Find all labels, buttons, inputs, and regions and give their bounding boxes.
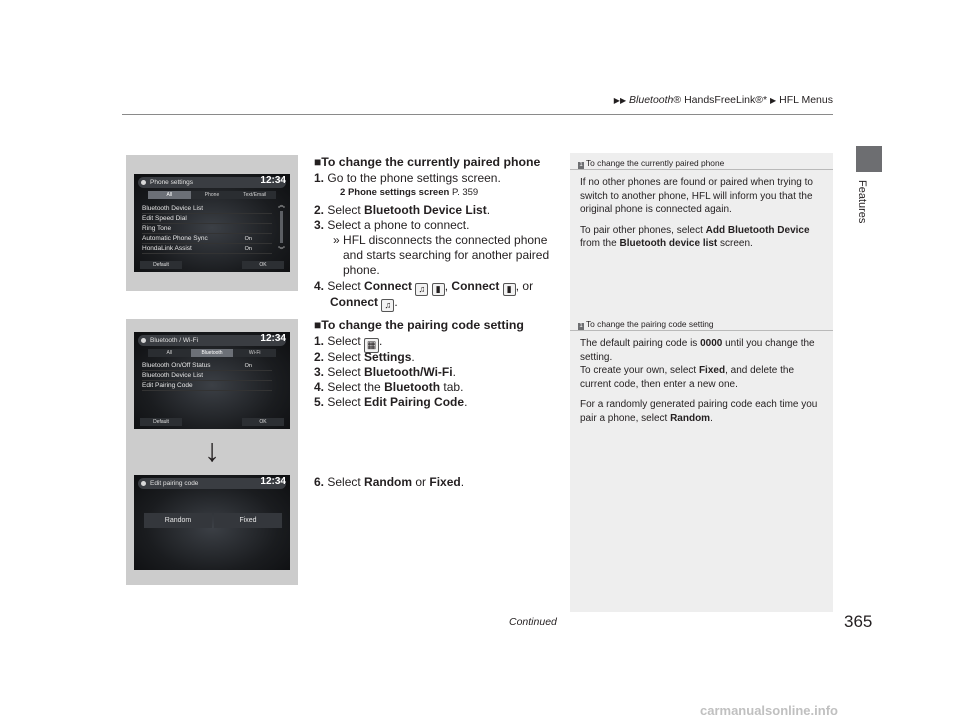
screen-clock: 12:34 — [260, 333, 286, 344]
step-text-bold: Bluetooth/Wi-Fi — [364, 365, 453, 379]
text-bold: 0000 — [700, 338, 723, 349]
text-bold: Bluetooth device list — [619, 238, 718, 250]
menu-icon — [141, 481, 146, 486]
step-number: 4. — [314, 380, 325, 394]
step-text: . — [464, 395, 468, 409]
tab-bluetooth[interactable]: Bluetooth — [191, 349, 234, 357]
list-item[interactable] — [142, 244, 272, 254]
step-text: Select — [327, 475, 365, 489]
step — [330, 295, 398, 312]
chapter-tab-marker — [856, 146, 882, 172]
step-text-bold: Edit Pairing Code — [364, 395, 465, 409]
scroll-up-icon[interactable]: ︽ — [278, 202, 285, 209]
note-icon: 1 — [579, 162, 583, 168]
random-button[interactable]: Random — [144, 513, 212, 528]
screen-clock: 12:34 — [260, 476, 286, 487]
default-button[interactable]: Default — [140, 261, 182, 269]
step-number: 2. — [314, 350, 325, 364]
scrollbar[interactable] — [278, 202, 285, 254]
step-text: HFL disconnects the connected phone — [343, 233, 548, 247]
step-text: Select a phone to connect. — [327, 218, 470, 232]
chapter-tab-label — [858, 180, 878, 260]
step-text-bold: Connect — [451, 279, 500, 293]
screen-buttons — [140, 261, 284, 269]
note-paragraph — [580, 398, 823, 425]
header-divider — [122, 114, 833, 115]
step-text: Select the — [327, 380, 385, 394]
display-screen — [134, 174, 290, 272]
reference-arrow-icon: 2 — [340, 187, 346, 198]
text: , and delete the current code, then enter a new one. — [580, 365, 795, 390]
display-screen-bt-wifi — [134, 332, 290, 429]
step — [314, 395, 467, 410]
step-number: 5. — [314, 395, 325, 409]
note-title — [570, 156, 833, 170]
text: screen. — [717, 238, 753, 250]
note-paragraph — [580, 364, 823, 391]
list-item-value: On — [244, 363, 252, 369]
note-paragraph — [580, 337, 823, 364]
screen-title: Edit pairing code — [150, 480, 199, 487]
step-number: 1. — [314, 334, 325, 348]
tab-text-email[interactable]: Text/Email — [233, 191, 276, 199]
step — [314, 203, 490, 218]
step — [314, 171, 501, 186]
header-name: HandsFreeLink® — [681, 94, 764, 106]
arrow-down-icon: ↓ — [204, 432, 220, 468]
header-arrow-icon: ▶ — [770, 96, 777, 105]
home-icon: ▦ — [364, 338, 379, 353]
text: To create your own, select — [580, 365, 699, 377]
step-text: . — [452, 365, 456, 379]
step-result — [333, 233, 547, 248]
list-item-label: Bluetooth Device List — [142, 205, 204, 212]
list-item[interactable] — [142, 361, 272, 371]
text-bold: Random — [670, 412, 711, 424]
step-number: 3. — [314, 218, 325, 232]
step-text: Select — [327, 279, 365, 293]
screen-tabs — [148, 191, 276, 199]
step-text: . — [411, 350, 415, 364]
step-text: Go to the phone settings screen. — [327, 171, 501, 185]
step-text: tab. — [440, 380, 464, 394]
list-item[interactable] — [142, 234, 272, 244]
note-title — [570, 317, 833, 331]
step-text-bold: Bluetooth — [384, 380, 441, 394]
note-paragraph — [580, 224, 823, 251]
menu-icon — [141, 338, 146, 343]
continued-label: Continued — [509, 616, 557, 628]
phone-icon: ▮ — [503, 283, 516, 296]
text-bold: Add Bluetooth Device — [705, 224, 810, 236]
step-text: , or — [515, 279, 534, 293]
text: The default pairing code is — [580, 338, 701, 349]
header-product: Bluetooth — [629, 94, 674, 106]
list-item-value: On — [244, 246, 252, 252]
chapter-label-text: Features — [856, 180, 868, 224]
note-title-text: To change the currently paired phone — [586, 158, 725, 168]
tab-all[interactable]: All — [148, 349, 191, 357]
step-text: Select — [327, 350, 365, 364]
list-item[interactable] — [142, 371, 272, 381]
step-result — [343, 263, 380, 278]
menu-icon — [141, 180, 146, 185]
ref-label: Phone settings screen — [347, 187, 450, 198]
screen-tabs — [148, 349, 276, 357]
tab-wifi[interactable]: Wi-Fi — [233, 349, 276, 357]
display-screen-edit-pairing — [134, 475, 290, 570]
section-heading — [314, 318, 524, 332]
step — [314, 380, 463, 395]
fixed-button[interactable]: Fixed — [214, 513, 282, 528]
note-pairing-code — [570, 317, 833, 433]
music-note-icon: ♫ — [381, 299, 394, 312]
list-item-label: Bluetooth On/Off Status — [142, 362, 211, 369]
text: To pair other phones, select — [580, 224, 706, 236]
step-text: and starts searching for another paired — [343, 248, 550, 262]
step — [314, 475, 464, 490]
list-item-label: Edit Pairing Code — [142, 382, 193, 389]
screen-clock: 12:34 — [260, 175, 286, 186]
text: from the — [580, 238, 620, 250]
step — [314, 350, 415, 365]
text: until you change the setting. — [580, 338, 815, 363]
header-arrow-icon: ▶▶ — [613, 96, 627, 105]
list-item[interactable] — [142, 214, 272, 224]
page-number: 365 — [844, 612, 873, 631]
step-text: or — [412, 475, 430, 489]
phone-icon: ▮ — [432, 283, 445, 296]
list-item-label: Ring Tone — [142, 225, 172, 232]
text-bold: Fixed — [698, 365, 726, 377]
step-text: Select — [327, 395, 365, 409]
header-star: * — [763, 94, 768, 106]
step-text: . — [394, 295, 398, 309]
header-section: HFL Menus — [779, 94, 833, 106]
note-paired-phone — [570, 156, 833, 258]
section-heading — [314, 155, 540, 169]
heading-text: To change the currently paired phone — [321, 155, 541, 169]
bullet-square-icon: ■ — [314, 318, 322, 332]
step-number: 6. — [314, 475, 325, 489]
default-button[interactable]: Default — [140, 418, 182, 426]
step-text: Select — [327, 334, 365, 348]
cross-reference[interactable] — [340, 187, 478, 198]
watermark: carmanualsonline.info — [700, 703, 838, 718]
step-number: 2. — [314, 203, 325, 217]
header-reg: ® — [673, 94, 682, 106]
list-item-label: HondaLink Assist — [142, 245, 192, 252]
step-text: Select — [327, 203, 365, 217]
list-item-value: On — [244, 236, 252, 242]
step-text-bold: Connect — [330, 295, 378, 309]
text: For a randomly generated pairing code each time you pair a phone, select — [580, 399, 818, 424]
step — [314, 279, 533, 296]
music-note-icon: ♫ — [415, 283, 428, 296]
step-text: phone. — [343, 263, 380, 277]
list-item[interactable] — [142, 224, 272, 234]
step-text-bold: Fixed — [429, 475, 461, 489]
page-header — [0, 94, 833, 106]
screen-title: Phone settings — [150, 179, 194, 186]
note-body — [570, 331, 833, 426]
tab-all[interactable]: All — [148, 191, 191, 199]
note-body — [570, 170, 833, 251]
result-arrow-icon: » — [333, 233, 340, 247]
step-number: 1. — [314, 171, 325, 185]
screen-buttons — [140, 418, 284, 426]
heading-text: To change the pairing code setting — [321, 318, 524, 332]
step-number: 4. — [314, 279, 325, 293]
ref-page: P. 359 — [451, 187, 479, 198]
step-text: . — [460, 475, 465, 489]
step-text-bold: Connect — [364, 279, 413, 293]
note-title-text: To change the pairing code setting — [586, 319, 714, 329]
step-result — [343, 248, 549, 263]
list-item-label: Bluetooth Device List — [142, 372, 204, 379]
step-text: . — [486, 203, 491, 217]
list-item-label: Edit Speed Dial — [142, 215, 187, 222]
scroll-down-icon[interactable]: ︾ — [278, 247, 285, 254]
ok-button[interactable]: OK — [242, 418, 284, 426]
tab-phone[interactable]: Phone — [191, 191, 234, 199]
screenshot-phone-settings — [126, 155, 298, 291]
step-text: , — [444, 279, 452, 293]
list-item[interactable] — [142, 381, 272, 391]
step-text-bold: Random — [364, 475, 413, 489]
step-text: Select — [327, 365, 365, 379]
step — [314, 218, 469, 233]
list-item[interactable] — [142, 204, 272, 214]
text: . — [710, 412, 713, 424]
list-item-label: Automatic Phone Sync — [142, 235, 208, 242]
step — [314, 365, 456, 380]
screen-title: Bluetooth / Wi-Fi — [150, 337, 199, 344]
step-text-bold: Settings — [364, 350, 412, 364]
bullet-square-icon: ■ — [314, 155, 322, 169]
step-text-bold: Bluetooth Device List — [364, 203, 487, 217]
note-icon: 1 — [579, 323, 583, 329]
ok-button[interactable]: OK — [242, 261, 284, 269]
step-number: 3. — [314, 365, 325, 379]
step-text: . — [379, 334, 383, 348]
note-paragraph: If no other phones are found or paired when trying to switch to another phone, HFL will inform you that the original phone is connected again. — [580, 177, 813, 216]
